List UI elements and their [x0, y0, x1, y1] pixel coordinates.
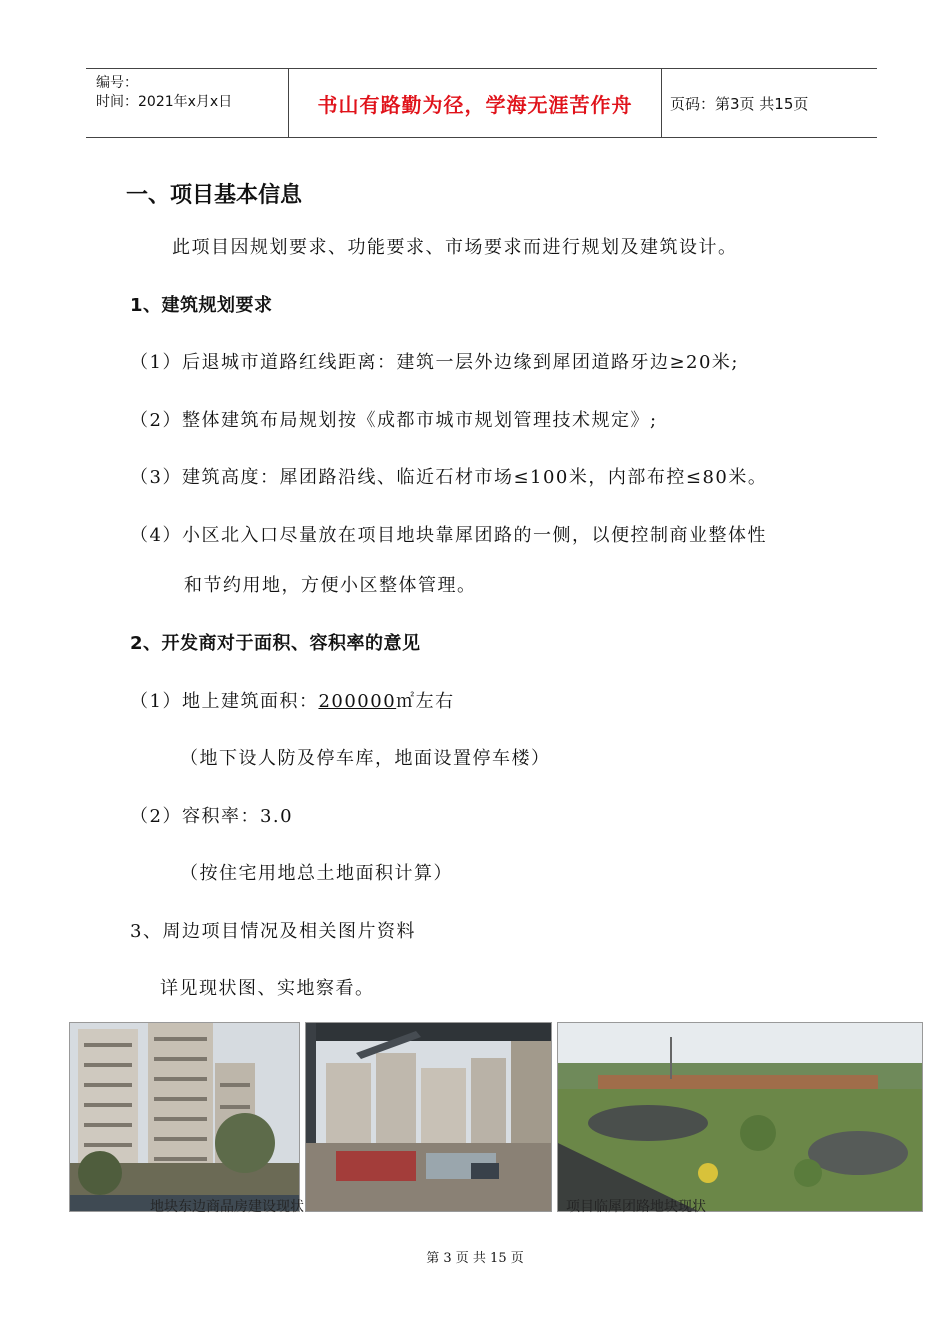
- intro-paragraph: 此项目因规划要求、功能要求、市场要求而进行规划及建筑设计。: [172, 237, 738, 258]
- document-time-label: 时间：2021年x月x日: [96, 94, 233, 110]
- plot-ratio-item: （2）容积率：3.0: [130, 806, 294, 827]
- subsection-2-title: 2、开发商对于面积、容积率的意见: [130, 633, 421, 654]
- header-motto: 书山有路勤为径，学海无涯苦作舟: [289, 69, 662, 137]
- subsection-3-note: 详见现状图、实地察看。: [160, 978, 375, 999]
- requirement-item-1: （1）后退城市道路红线距离：建筑一层外边缘到犀团道路牙边≥20米;: [130, 352, 739, 373]
- requirement-item-4: （4）小区北入口尽量放在项目地块靠犀团路的一侧，以便控制商业整体性: [130, 525, 767, 546]
- area-item-prefix: （1）地上建筑面积：: [130, 691, 319, 712]
- area-item: [130, 687, 455, 713]
- requirement-item-3: （3）建筑高度：犀团路沿线、临近石材市场≤100米，内部布控≤80米。: [130, 467, 768, 488]
- photo-caption-right: 项目临犀团路地块现状: [566, 1199, 706, 1215]
- subsection-1-title: 1、建筑规划要求: [130, 295, 273, 316]
- page-footer: 第 3 页 共 15 页: [426, 1251, 524, 1266]
- document-number-label: 编号：: [96, 75, 138, 91]
- photo-construction-site: [305, 1022, 552, 1212]
- header-meta-cell: [86, 69, 289, 137]
- area-note: （地下设人防及停车库，地面设置停车楼）: [180, 748, 551, 769]
- subsection-3-title: 3、周边项目情况及相关图片资料: [130, 921, 416, 942]
- plot-ratio-note: （按住宅用地总土地面积计算）: [180, 863, 453, 884]
- photo-open-land: [557, 1022, 923, 1212]
- section-title: 一、项目基本信息: [126, 183, 303, 208]
- photo-caption-left: 地块东边商品房建设现状: [150, 1199, 304, 1215]
- area-value: 200000: [318, 691, 397, 712]
- header-page-number: 页码：第3页 共15页: [670, 94, 809, 113]
- page-header: [86, 68, 877, 138]
- requirement-item-2: （2）整体建筑布局规划按《成都市城市规划管理技术规定》;: [130, 410, 658, 431]
- photo-residential-towers: [69, 1022, 300, 1212]
- area-item-suffix: ㎡左右: [396, 691, 455, 712]
- requirement-item-4-cont: 和节约用地，方便小区整体管理。: [184, 575, 477, 596]
